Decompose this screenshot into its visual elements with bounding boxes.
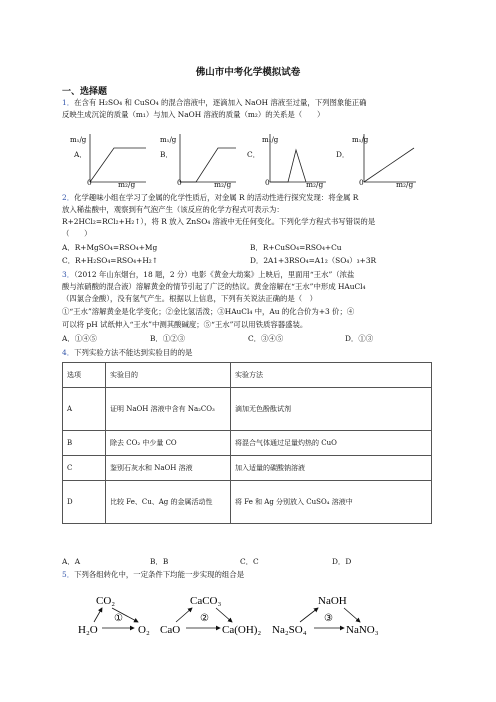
q4-number: 4． [62, 348, 75, 357]
q2-line3: R+2HCl₂=RCl₂+H₂↑），将 R 放入 ZnSO₄ 溶液中无任何变化。下列化学方程式书写错误的是 [62, 217, 376, 226]
g1-left-formula: H₂O [78, 624, 98, 636]
table-cell-method: 加入适量的碳酸钠溶液 [231, 456, 432, 481]
g3-number: ③ [324, 613, 333, 624]
q1-line1 [62, 98, 367, 108]
table-cell-method: 将混合气体通过足量灼热的 CuO [231, 431, 432, 456]
q3-line2: 酸与浓硝酸的混合液）溶解黄金的情节引起了广泛的热议。黄金溶解在“王水”中形成 HAuCl₄ [62, 282, 366, 291]
g2-left-formula: CaO [160, 624, 181, 636]
graph-c-option: C． [247, 150, 261, 159]
table-cell-option: D [63, 481, 106, 524]
graph-c-ylabel: m₁/g [262, 136, 279, 144]
q1-text: 在含有 H₂SO₄ 和 CuSO₄ 的混合溶液中，逐滴加入 NaOH 溶液至过量，下列图象能正确 [74, 98, 367, 107]
q3-option-a: A．①④⑤ [62, 334, 97, 343]
graph-a-option: A． [74, 150, 87, 159]
g2-number: ② [200, 613, 209, 624]
table-header-cell: 选项 [63, 363, 106, 388]
g3-arrow-left [300, 608, 318, 622]
table-header-row [63, 363, 432, 388]
g3-left-formula: Na₂SO₄ [272, 624, 307, 636]
q4-option-a: A．A [62, 557, 81, 566]
table-header-cell: 实验方法 [231, 363, 432, 388]
table-cell-option: A [63, 388, 106, 431]
table-row [63, 388, 432, 431]
table-cell-goal: 鉴别石灰水和 NaOH 溶液 [106, 456, 231, 481]
q4-option-b: B．B [150, 557, 169, 566]
q4-option-d: D．D [332, 557, 352, 566]
g2-top-formula: CaCO₃ [190, 595, 222, 607]
q4-stem [62, 348, 192, 358]
table-row [63, 481, 432, 524]
q2-line1 [62, 193, 358, 203]
table-cell-method: 滴加无色酚酞试剂 [231, 388, 432, 431]
g2-arrow-right [216, 608, 232, 622]
q2-text: 化学趣味小组在学习了金属的化学性质后，对金属 R 的活动性进行探究发现：将金属 R [74, 193, 359, 202]
q2-option-c: C．R+H₂SO₄=RSO₄+H₂↑ [62, 256, 158, 265]
graph-d-zero: 0 [359, 178, 364, 187]
g1-number: ① [114, 613, 123, 624]
q1-line2: 反映生成沉淀的质量（m₁）与加入 NaOH 溶液的质量（m₂）的关系是（ ） [62, 110, 325, 119]
q2-option-b: B．R+CuSO₄=RSO₄+Cu [250, 243, 342, 252]
table-cell-goal: 证明 NaOH 溶液中含有 Na₂CO₃ [106, 388, 231, 431]
g2-arrow-left [176, 608, 192, 622]
graph-b-option: B． [160, 150, 173, 159]
q4-table [62, 362, 432, 524]
q1-number: 1． [62, 98, 75, 107]
graph-b-xlabel: m₂/g [214, 180, 232, 189]
q3-line3: （四氯合金酸），没有氢气产生。根据以上信息，下列有关说法正确的是（ ） [62, 294, 317, 303]
q3-option-b: B．①②③ [150, 334, 185, 343]
q2-number: 2． [62, 193, 75, 202]
g1-arrow-left [94, 608, 102, 622]
g3-right-formula: NaNO₃ [346, 624, 379, 636]
q2-line4: （ ） [62, 229, 92, 238]
graph-c-zero: 0 [265, 178, 270, 187]
graph-a-xlabel: m₂/g [118, 180, 136, 189]
q5-number: 5． [62, 570, 75, 579]
table-cell-goal: 除去 CO₂ 中少量 CO [106, 431, 231, 456]
q2-option-a: A．R+MgSO₄=RSO₄+Mg [62, 243, 158, 252]
table-header-cell: 实验目的 [106, 363, 231, 388]
graph-c-xlabel: m₂/g [306, 180, 324, 189]
graph-d-xlabel: m₂/g [396, 180, 414, 189]
q2-option-d: D．2A1+3RSO₄=A1₂（SO₄）₃+3R [250, 256, 377, 265]
g3-arrow-right [344, 608, 360, 622]
g1-top-formula: CO₂ [96, 595, 116, 607]
q5-conversion-diagram [0, 588, 496, 638]
section-heading: 一、选择题 [62, 87, 108, 97]
table-row [63, 456, 432, 481]
graph-b-ylabel: m₁/g [160, 136, 177, 144]
graph-d-ylabel: m₁/g [352, 136, 369, 144]
q3-text: （2012 年山东烟台，18 题，2 分）电影《黄金大劫案》上映后，里面用“王水”（浓盐 [74, 270, 355, 279]
q3-number: 3． [62, 270, 75, 279]
g2-right-formula: Ca(OH)₂ [222, 624, 262, 636]
table-cell-method: 将 Fe 和 Ag 分别放入 CuSO₄ 溶液中 [231, 481, 432, 524]
graph-a-ylabel: m₁/g [70, 136, 87, 144]
g3-top-formula: NaOH [318, 595, 347, 607]
g1-right-formula: O₂ [138, 624, 150, 636]
q3-line1 [62, 270, 354, 280]
q3-line4: ①“王水”溶解黄金是化学变化；②金比氢活泼；③HAuCl₄ 中，Au 的化合价为+3 价；④ [62, 307, 355, 316]
table-cell-goal: 比较 Fe、Cu、Ag 的金属活动性 [106, 481, 231, 524]
page-title: 佛山市中考化学模拟试卷 [195, 67, 301, 78]
graph-b-zero: 0 [177, 178, 182, 187]
q4-text: 下列实验方法不能达到实验目的的是 [74, 348, 193, 357]
q3-option-c: C．③④⑤ [248, 334, 284, 343]
table-cell-option: C [63, 456, 106, 481]
q3-line5: 可以将 pH 试纸伸入“王水”中测其酸碱度；⑤“王水”可以用铁质容器盛装。 [62, 320, 308, 329]
q4-option-c: C．C [240, 557, 259, 566]
q2-line2: 放入稀盐酸中，观察到有气泡产生（该反应的化学方程式可表示为： [62, 205, 284, 214]
q5-text: 下列各组转化中，一定条件下均能一步实现的组合是 [74, 570, 245, 579]
q5-stem [62, 570, 244, 580]
graph-d-option: D． [336, 150, 350, 159]
graph-a-zero: 0 [87, 178, 92, 187]
table-cell-option: B [63, 431, 106, 456]
q3-option-d: D．①③ [345, 334, 374, 343]
table-row [63, 431, 432, 456]
